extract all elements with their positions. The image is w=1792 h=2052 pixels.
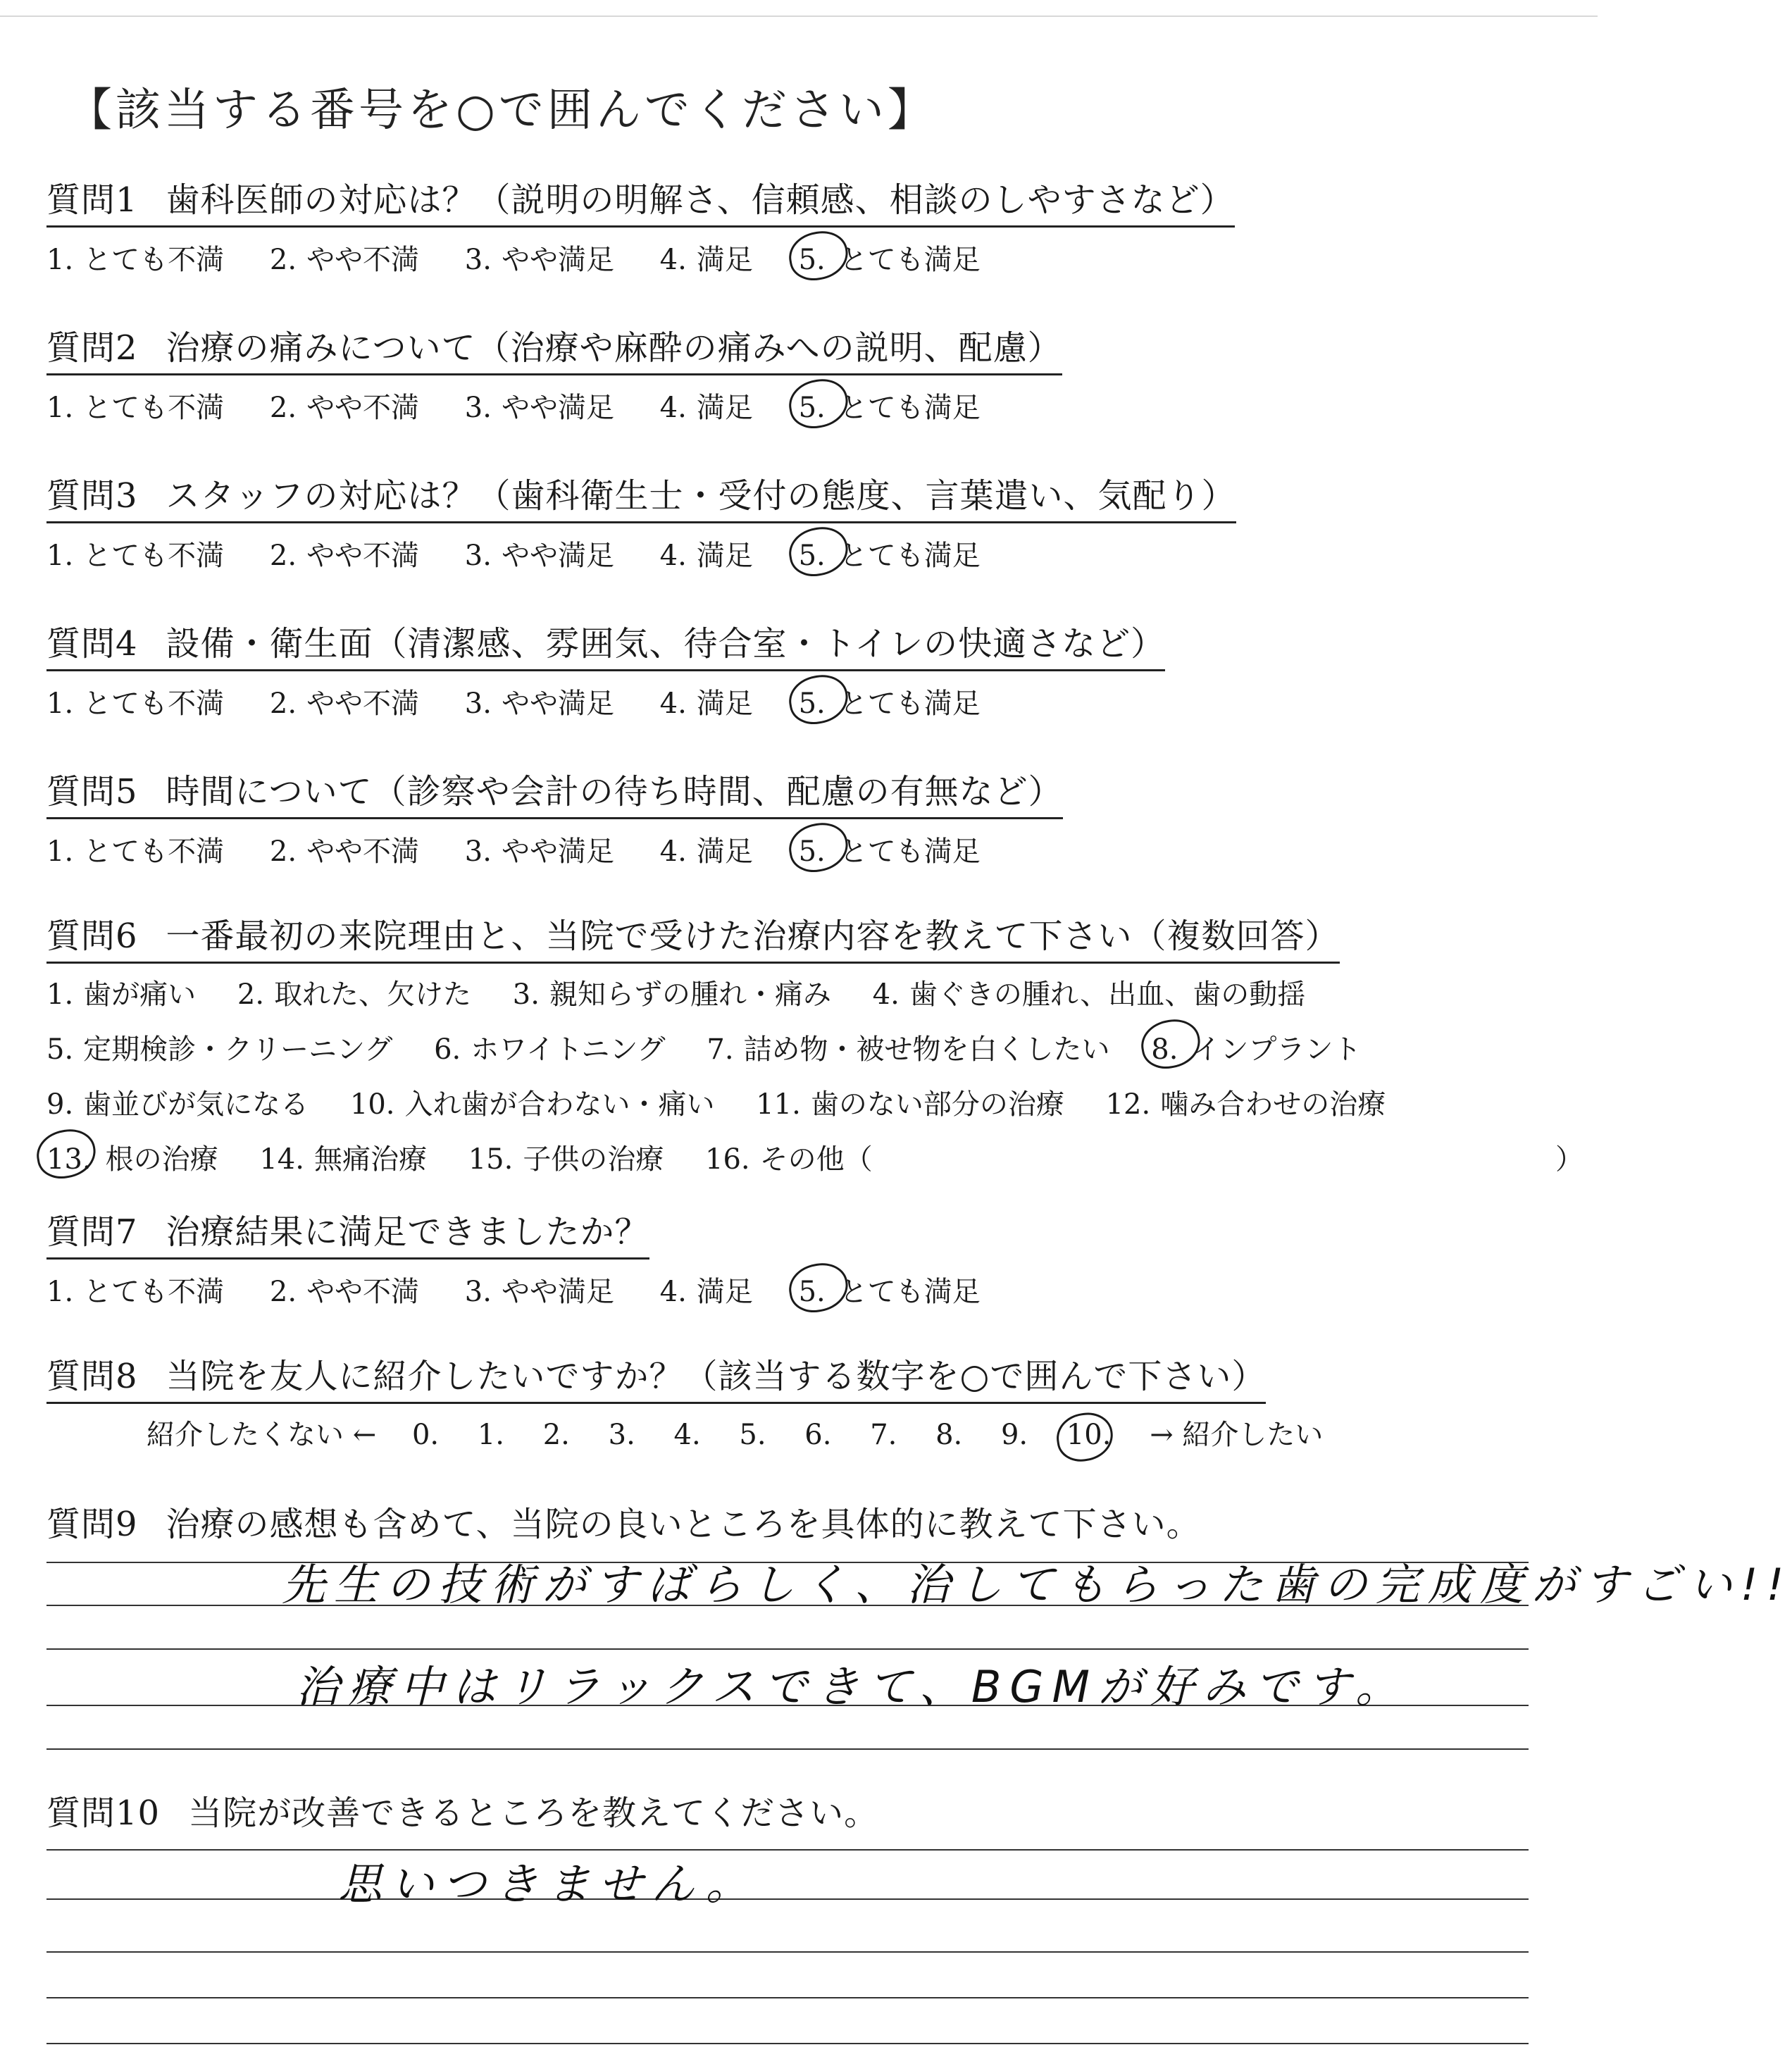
- q5-option-1-num: 1.: [46, 835, 74, 868]
- q6-option-1-label: 歯が痛い: [83, 978, 197, 1011]
- q6-option-1-num: 1.: [46, 978, 74, 1011]
- q4-option-5-label: とても満足: [839, 688, 981, 720]
- q6-option-7[interactable]: [707, 1026, 1109, 1074]
- q6-option-2-num: 2.: [237, 978, 265, 1011]
- q6-option-8-label: インプラント: [1192, 1033, 1362, 1066]
- question-9-label: 質問9: [46, 1505, 138, 1544]
- question-3-heading: [46, 468, 1236, 523]
- q2-option-2-num: 2.: [269, 392, 297, 424]
- q5-option-5-num: 5.: [798, 835, 826, 868]
- q6-option-3-label: 親知らずの腫れ・痛み: [549, 978, 831, 1011]
- q5-option-3[interactable]: [465, 829, 614, 869]
- q3-option-4-num: 4.: [659, 540, 687, 572]
- q8-scale-1[interactable]: 1.: [477, 1419, 505, 1451]
- q6-option-10-num: 10.: [349, 1088, 395, 1121]
- q7-option-5-num: 5.: [798, 1276, 826, 1308]
- q1-option-3-num: 3.: [464, 244, 492, 276]
- q9-handwritten-answer-2: 治療中はリラックスできて、BGMが好みです。: [296, 1661, 1408, 1712]
- q6-option-4-label: 歯ぐきの腫れ、出血、歯の動揺: [909, 978, 1306, 1011]
- q5-option-5-label: とても満足: [839, 835, 981, 868]
- q6-option-2[interactable]: [237, 971, 471, 1019]
- q6-option-10[interactable]: [350, 1081, 715, 1128]
- q7-option-3-label: やや満足: [501, 1276, 614, 1308]
- q2-option-3[interactable]: [465, 385, 614, 425]
- q6-option-14-label: 無痛治療: [313, 1143, 427, 1176]
- q6-option-8-circled[interactable]: [1151, 1026, 1361, 1074]
- q6-option-13-label: 根の治療: [105, 1143, 218, 1176]
- q6-option-3-num: 3.: [512, 978, 540, 1011]
- q3-option-2-num: 2.: [269, 540, 297, 572]
- q5-option-4[interactable]: [660, 829, 753, 869]
- q4-option-2-label: やや不満: [306, 688, 420, 720]
- q8-scale-2[interactable]: 2.: [542, 1419, 570, 1451]
- q7-option-5-label: とても満足: [839, 1276, 981, 1308]
- question-5-options: [46, 829, 1063, 869]
- q6-option-1[interactable]: [46, 971, 196, 1019]
- q3-option-2-label: やや不満: [306, 540, 420, 572]
- q10-answer-line-3: [46, 1951, 1529, 1953]
- q6-option-14[interactable]: [259, 1136, 427, 1183]
- question-8-text: 当院を友人に紹介したいですか？（該当する数字を○で囲んで下さい）: [166, 1357, 1267, 1396]
- q9-answer-line-3: [46, 1648, 1529, 1650]
- q5-option-2[interactable]: [270, 829, 419, 869]
- q1-option-3-label: やや満足: [501, 244, 614, 276]
- q10-answer-line-4: [46, 1997, 1529, 1998]
- q6-option-8-num: 8.: [1151, 1033, 1178, 1066]
- question-7-heading: [46, 1205, 649, 1260]
- q4-option-3-label: やや満足: [501, 688, 614, 720]
- question-7-label: 質問7: [46, 1212, 138, 1252]
- q10-handwritten-answer: 思いつきません。: [338, 1858, 758, 1910]
- q8-scale-6[interactable]: 6.: [804, 1419, 832, 1451]
- q4-option-1[interactable]: [46, 681, 224, 721]
- q7-option-2[interactable]: [270, 1269, 419, 1310]
- q4-option-2-num: 2.: [269, 688, 297, 720]
- q3-option-3-label: やや満足: [501, 540, 614, 572]
- question-10-heading: [46, 1786, 878, 1839]
- page-title: 【該当する番号を○で囲んでください】: [67, 85, 936, 137]
- q5-option-5-circled[interactable]: [799, 829, 981, 869]
- question-8: [46, 1349, 1323, 1453]
- q6-option-10-label: 入れ歯が合わない・痛い: [404, 1088, 715, 1121]
- q6-option-5-label: 定期検診・クリーニング: [83, 1033, 393, 1066]
- q6-option-16-num: 16.: [705, 1143, 750, 1176]
- question-1-options: [46, 237, 1235, 278]
- question-2-options: [46, 385, 1062, 425]
- q8-scale-4[interactable]: 4.: [673, 1419, 701, 1451]
- q6-option-11-num: 11.: [756, 1088, 801, 1121]
- q6-option-16-label: その他（: [759, 1143, 873, 1176]
- q2-option-4[interactable]: [660, 385, 753, 425]
- q3-option-4-label: 満足: [696, 540, 753, 572]
- q8-scale-0[interactable]: 0.: [411, 1419, 440, 1451]
- q10-answer-line-2: [46, 1898, 1529, 1900]
- q2-option-1-label: とても不満: [83, 392, 225, 424]
- question-6-label: 質問6: [46, 916, 138, 956]
- q8-scale-8[interactable]: 8.: [935, 1419, 963, 1451]
- q2-option-1[interactable]: [46, 385, 224, 425]
- q7-option-2-label: やや不満: [306, 1276, 420, 1308]
- q6-option-4[interactable]: [873, 971, 1306, 1019]
- q3-option-1-num: 1.: [46, 540, 74, 572]
- q3-option-1[interactable]: [46, 533, 224, 573]
- q6-option-7-num: 7.: [707, 1033, 734, 1066]
- q7-option-4[interactable]: [660, 1269, 753, 1310]
- q6-option-6-num: 6.: [434, 1033, 461, 1066]
- q3-option-3-num: 3.: [464, 540, 492, 572]
- question-3-text: スタッフの対応は？（歯科衛生士・受付の態度、言葉遣い、気配り）: [166, 476, 1236, 516]
- question-4-options: [46, 681, 1165, 721]
- q6-option-11[interactable]: [756, 1081, 1064, 1128]
- q6-option-11-label: 歯のない部分の治療: [810, 1088, 1064, 1121]
- q9-answer-line-5: [46, 1748, 1529, 1750]
- question-4-heading: [46, 616, 1165, 671]
- question-4: [46, 616, 1165, 721]
- q8-scale-10-circled[interactable]: 10.: [1066, 1419, 1112, 1451]
- q2-option-3-label: やや満足: [501, 392, 614, 424]
- question-2-heading: [46, 321, 1062, 375]
- q4-option-1-label: とても不満: [83, 688, 225, 720]
- question-10: [46, 1786, 878, 1839]
- q3-option-4[interactable]: [660, 533, 753, 573]
- q5-option-1[interactable]: [46, 829, 224, 869]
- scan-edge-line: [0, 15, 1598, 17]
- q1-option-2-num: 2.: [269, 244, 297, 276]
- q4-option-4-num: 4.: [659, 688, 687, 720]
- q6-option-5[interactable]: [46, 1026, 392, 1074]
- q1-option-4[interactable]: [660, 237, 753, 278]
- q6-option-7-label: 詰め物・被せ物を白くしたい: [743, 1033, 1110, 1066]
- q1-option-2-label: やや不満: [306, 244, 420, 276]
- question-3: [46, 468, 1236, 573]
- q6-option-6-label: ホワイトニング: [471, 1033, 666, 1066]
- question-7-text: 治療結果に満足できましたか？: [166, 1212, 649, 1252]
- q5-option-2-label: やや不満: [306, 835, 420, 868]
- q7-option-1-label: とても不満: [83, 1276, 225, 1308]
- q8-recommend-scale: [147, 1412, 1323, 1453]
- q2-option-5-num: 5.: [798, 392, 826, 424]
- q7-option-2-num: 2.: [269, 1276, 297, 1308]
- question-5-label: 質問5: [46, 772, 138, 812]
- question-1-label: 質問1: [46, 180, 138, 220]
- q7-option-3[interactable]: [465, 1269, 614, 1310]
- question-5-text: 時間について（診察や会計の待ち時間、配慮の有無など）: [166, 772, 1063, 812]
- q10-answer-line-1: [46, 1849, 1529, 1851]
- q3-option-5-num: 5.: [798, 540, 826, 572]
- q4-option-3[interactable]: [465, 681, 614, 721]
- q4-option-2[interactable]: [270, 681, 419, 721]
- q2-option-4-label: 満足: [696, 392, 753, 424]
- q7-option-5-circled[interactable]: [799, 1269, 981, 1310]
- q6-option-9[interactable]: [46, 1081, 309, 1128]
- q7-option-1-num: 1.: [46, 1276, 74, 1308]
- question-1-text: 歯科医師の対応は？（説明の明解さ、信頼感、相談のしやすさなど）: [166, 180, 1235, 220]
- q5-option-2-num: 2.: [269, 835, 297, 868]
- q2-option-3-num: 3.: [464, 392, 492, 424]
- question-6: [46, 909, 1583, 1183]
- question-2-text: 治療の痛みについて（治療や麻酔の痛みへの説明、配慮）: [166, 328, 1062, 368]
- q9-handwritten-answer-1: 先生の技術がすばらしく、治してもらった歯の完成度がすごい!!: [282, 1559, 1792, 1610]
- question-9-text: 治療の感想も含めて、当院の良いところを具体的に教えて下さい。: [166, 1505, 1201, 1544]
- q6-option-3[interactable]: [513, 971, 831, 1019]
- question-2: [46, 321, 1062, 425]
- q6-options-row-2: [46, 1026, 1418, 1074]
- q1-option-5-num: 5.: [798, 244, 826, 276]
- q4-option-3-num: 3.: [464, 688, 492, 720]
- q3-option-2[interactable]: [270, 533, 419, 573]
- q8-scale-left-label: 紹介したくない ←: [147, 1419, 377, 1451]
- q4-option-1-num: 1.: [46, 688, 74, 720]
- q5-option-4-num: 4.: [659, 835, 687, 868]
- q1-option-2[interactable]: [270, 237, 419, 278]
- question-6-text: 一番最初の来院理由と、当院で受けた治療内容を教えて下さい（複数回答）: [166, 916, 1340, 956]
- q6-option-2-label: 取れた、欠けた: [274, 978, 472, 1011]
- q10-answer-line-5: [46, 2043, 1529, 2044]
- q3-option-5-circled[interactable]: [799, 533, 981, 573]
- q6-option-12[interactable]: [1106, 1081, 1386, 1128]
- q6-option-4-num: 4.: [872, 978, 900, 1011]
- q1-option-1-label: とても不満: [83, 244, 225, 276]
- question-5-heading: [46, 764, 1063, 819]
- q6-options-row-4: [46, 1136, 1583, 1183]
- q6-other-close-paren: ）: [1555, 1143, 1583, 1176]
- q4-option-5-num: 5.: [798, 688, 826, 720]
- q6-option-16[interactable]: [705, 1136, 873, 1183]
- q6-option-12-num: 12.: [1105, 1088, 1151, 1121]
- q7-option-4-num: 4.: [659, 1276, 687, 1308]
- q2-option-4-num: 4.: [659, 392, 687, 424]
- question-7: [46, 1205, 981, 1310]
- q6-option-13-circled[interactable]: [46, 1136, 218, 1183]
- q4-option-4-label: 満足: [696, 688, 753, 720]
- q4-option-5-circled[interactable]: [799, 681, 981, 721]
- q8-scale-3[interactable]: 3.: [608, 1419, 635, 1451]
- q6-option-15[interactable]: [468, 1136, 664, 1183]
- q1-option-1-num: 1.: [46, 244, 74, 276]
- question-8-label: 質問8: [46, 1357, 138, 1396]
- q2-option-2-label: やや不満: [306, 392, 420, 424]
- q2-option-5-circled[interactable]: [799, 385, 981, 425]
- q2-option-1-num: 1.: [46, 392, 74, 424]
- q6-option-9-num: 9.: [46, 1088, 74, 1121]
- q6-option-13-num: 13.: [46, 1143, 92, 1176]
- q2-option-5-label: とても満足: [839, 392, 981, 424]
- q8-scale-right-label: → 紹介したい: [1150, 1419, 1324, 1451]
- question-5: [46, 764, 1063, 869]
- question-3-label: 質問3: [46, 476, 138, 516]
- question-4-label: 質問4: [46, 624, 138, 664]
- q7-option-4-label: 満足: [696, 1276, 753, 1308]
- question-6-options: [46, 971, 1583, 1183]
- q4-option-4[interactable]: [660, 681, 753, 721]
- q1-option-5-circled[interactable]: [799, 237, 981, 278]
- q6-option-15-label: 子供の治療: [523, 1143, 664, 1176]
- question-6-heading: [46, 909, 1340, 964]
- q5-option-3-label: やや満足: [501, 835, 614, 868]
- q1-option-1[interactable]: [46, 237, 224, 278]
- q3-option-5-label: とても満足: [839, 540, 981, 572]
- q6-option-9-label: 歯並びが気になる: [83, 1088, 309, 1121]
- q8-scale-7[interactable]: 7.: [870, 1419, 897, 1451]
- question-10-text: 当院が改善できるところを教えてください。: [188, 1793, 879, 1833]
- q3-option-3[interactable]: [465, 533, 614, 573]
- q6-option-6[interactable]: [434, 1026, 666, 1074]
- question-9: [46, 1497, 1201, 1550]
- q6-option-5-num: 5.: [46, 1033, 74, 1066]
- q3-option-1-label: とても不満: [83, 540, 225, 572]
- question-7-options: [46, 1269, 981, 1310]
- question-8-heading: [46, 1349, 1266, 1404]
- q5-option-4-label: 満足: [696, 835, 753, 868]
- q6-option-14-num: 14.: [259, 1143, 304, 1176]
- question-1: [46, 173, 1235, 278]
- q1-option-4-label: 満足: [696, 244, 753, 276]
- question-2-label: 質問2: [46, 328, 138, 368]
- q6-option-12-label: 噛み合わせの治療: [1160, 1088, 1386, 1121]
- question-1-heading: [46, 173, 1235, 228]
- q5-option-3-num: 3.: [464, 835, 492, 868]
- q7-option-1[interactable]: [46, 1269, 224, 1310]
- q1-option-5-label: とても満足: [839, 244, 981, 276]
- q8-scale-9[interactable]: 9.: [1000, 1419, 1028, 1451]
- q6-options-row-1: [46, 971, 1418, 1019]
- q2-option-2[interactable]: [270, 385, 419, 425]
- q1-option-4-num: 4.: [659, 244, 687, 276]
- q6-option-15-num: 15.: [468, 1143, 514, 1176]
- q7-option-3-num: 3.: [464, 1276, 492, 1308]
- question-10-label: 質問10: [46, 1793, 161, 1833]
- q6-options-row-3: [46, 1081, 1418, 1128]
- question-9-heading: [46, 1497, 1201, 1550]
- q8-scale-5[interactable]: 5.: [739, 1419, 766, 1451]
- question-3-options: [46, 533, 1236, 573]
- question-4-text: 設備・衛生面（清潔感、雰囲気、待合室・トイレの快適さなど）: [166, 624, 1166, 664]
- q1-option-3[interactable]: [465, 237, 614, 278]
- q5-option-1-label: とても不満: [83, 835, 225, 868]
